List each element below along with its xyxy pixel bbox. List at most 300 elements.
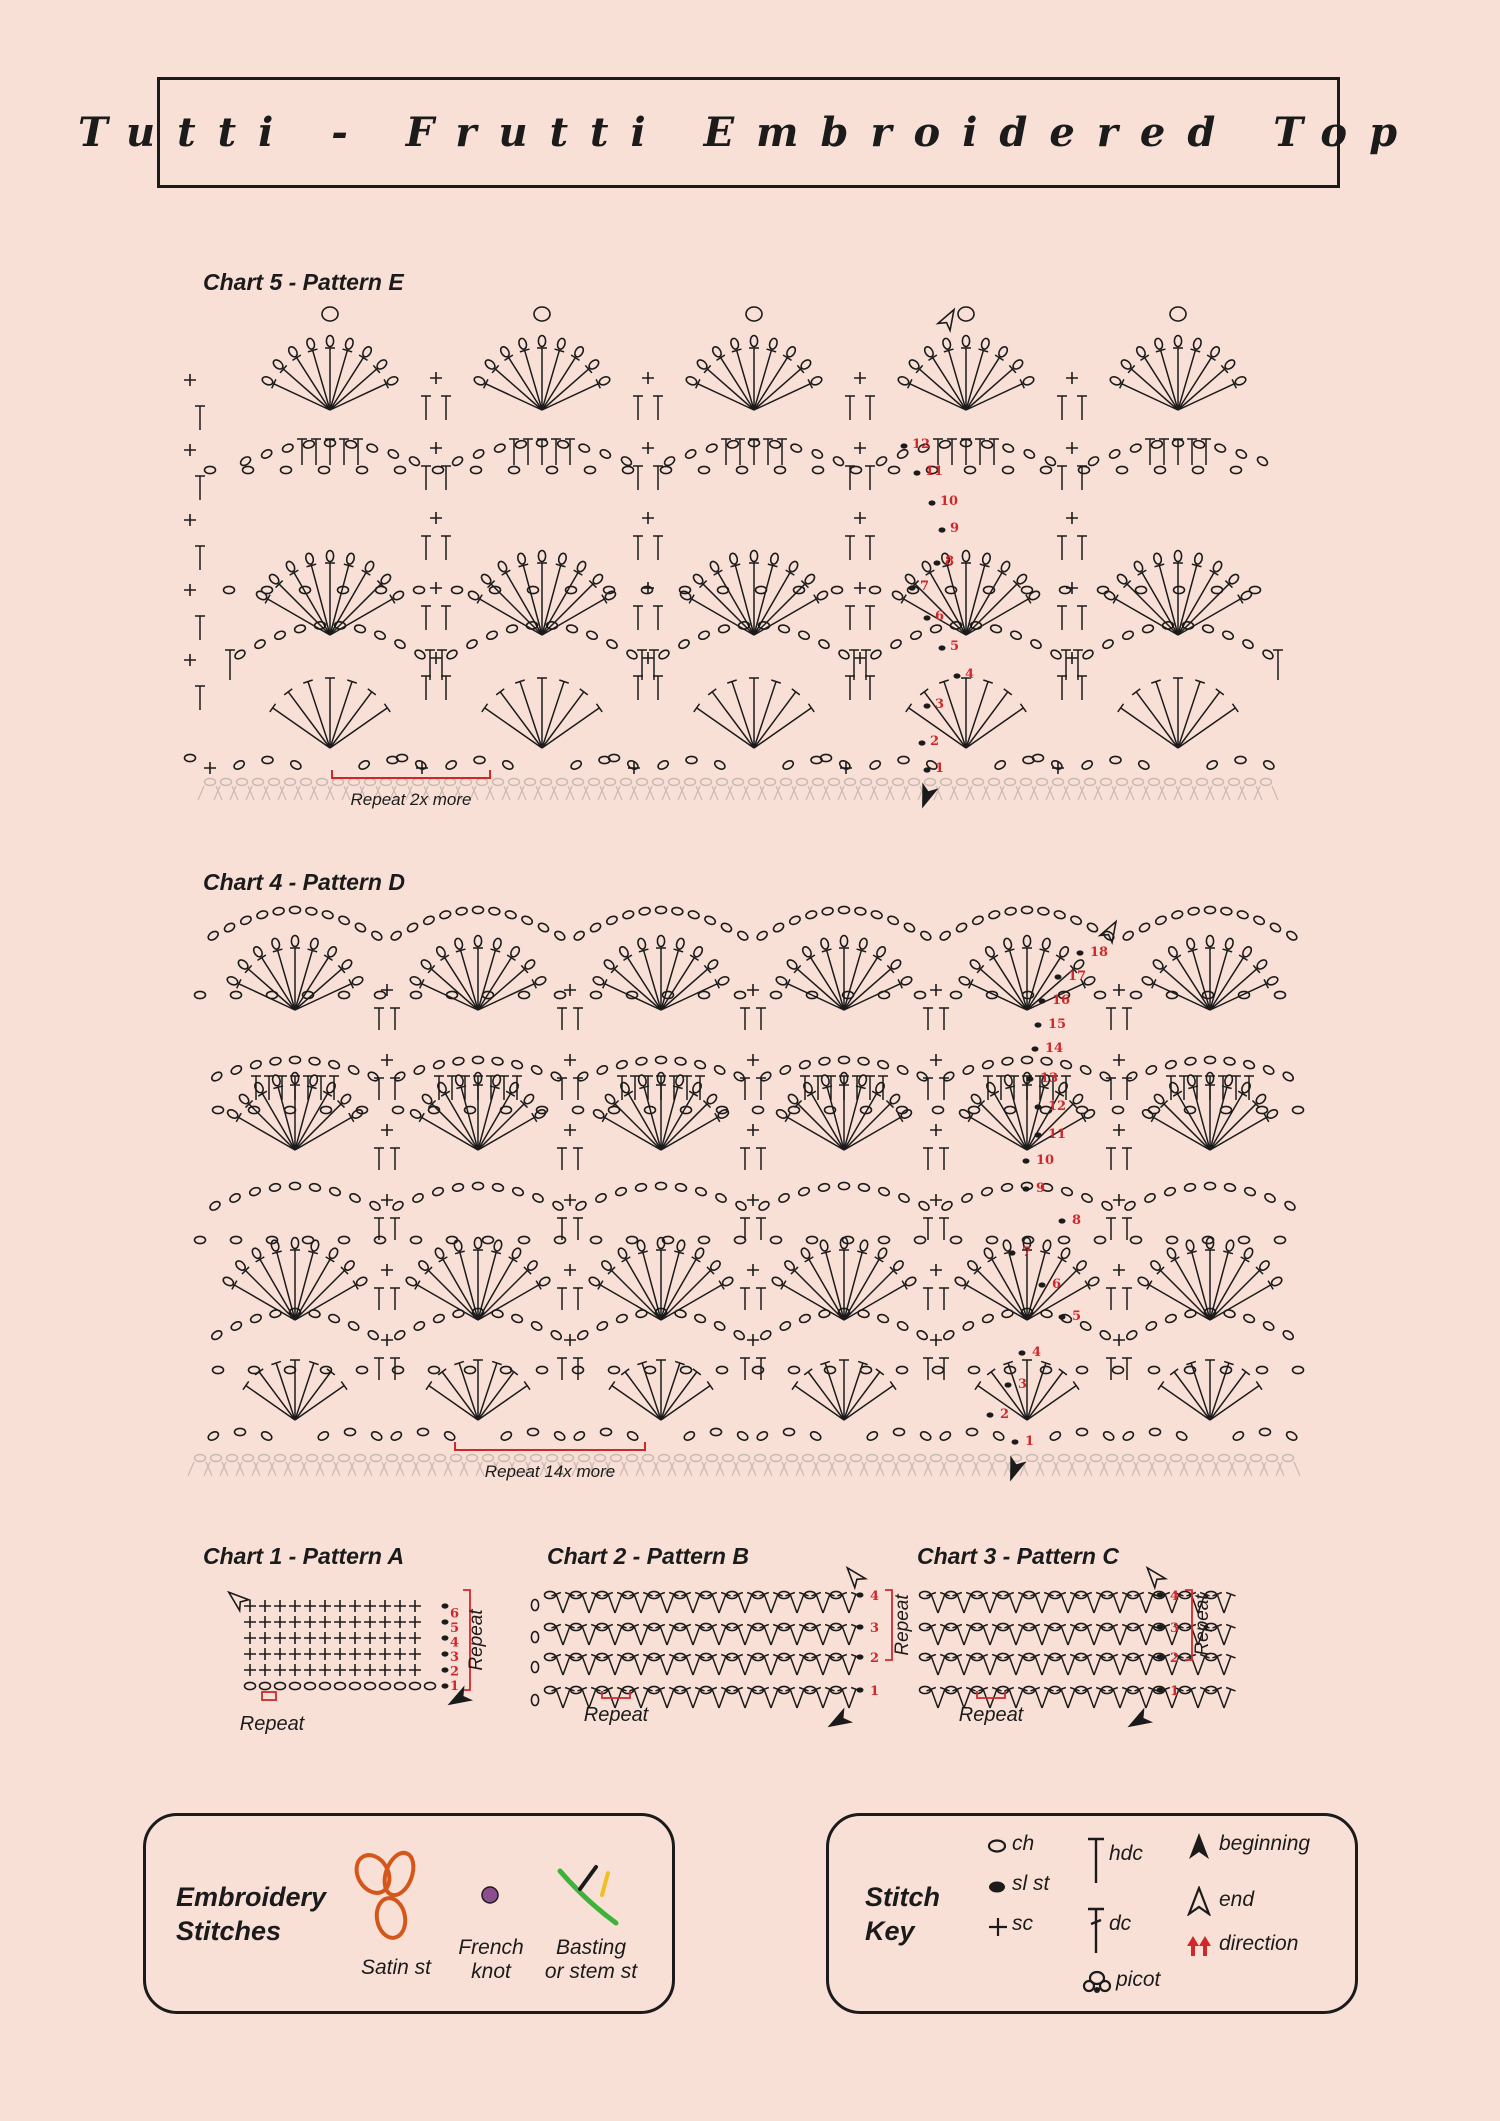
- chain-stitch: [239, 915, 252, 926]
- foundation-chain: [621, 779, 632, 786]
- foundation-stitch: [284, 1462, 308, 1476]
- dc-stitch: [926, 1592, 938, 1613]
- foundation-chain: [925, 779, 936, 786]
- chain-stitch: [347, 1320, 360, 1332]
- dc-stitch: [633, 466, 643, 490]
- dc-stitch: [557, 1288, 567, 1310]
- chain-stitch: [1171, 910, 1184, 920]
- chain-stitch: [506, 624, 519, 634]
- dc-stitch: [565, 439, 575, 465]
- chain-stitch: [309, 1183, 321, 1192]
- chain-stitch: [1193, 466, 1204, 473]
- sc-stitch: [409, 1616, 421, 1628]
- chain-stitch: [1205, 1182, 1216, 1189]
- chain-stitch: [408, 455, 421, 467]
- foundation-chain: [963, 1455, 974, 1462]
- dc-stitch: [759, 1654, 771, 1675]
- foundation-chain: [627, 1455, 638, 1462]
- foundation-stitch: [684, 1462, 708, 1476]
- sc-stitch: [854, 372, 866, 384]
- chain-stitch: [354, 922, 367, 934]
- french-knot-icon: [479, 1884, 501, 1906]
- chain-stitch: [465, 1106, 476, 1113]
- sc-stitch: [1113, 1264, 1125, 1276]
- chain-stitch: [185, 754, 196, 761]
- chain-stitch: [994, 759, 1007, 771]
- foundation-stitch: [796, 1462, 820, 1476]
- foundation-stitch: [294, 786, 318, 800]
- foundation-chain: [1091, 1455, 1102, 1462]
- dc-stitch: [270, 704, 330, 748]
- sc-stitch: [628, 762, 640, 774]
- foundation-stitch: [278, 786, 302, 800]
- sc-stitch: [184, 514, 196, 526]
- chain-stitch: [704, 915, 717, 926]
- dc-stitch: [633, 536, 643, 560]
- dc-stitch: [478, 1091, 515, 1150]
- chain-stitch: [869, 648, 882, 660]
- chain-stitch: [432, 1059, 445, 1070]
- dc-stitch: [771, 1624, 783, 1645]
- chain-stitch: [917, 1200, 930, 1212]
- row-number: 4: [965, 667, 975, 682]
- row-number: 12: [1048, 1099, 1067, 1114]
- chain-stitch: [386, 375, 399, 386]
- foundation-chain: [979, 1455, 990, 1462]
- dc-stitch: [653, 396, 663, 420]
- dc-stitch: [1056, 1654, 1068, 1675]
- chain-stitch: [1041, 466, 1052, 473]
- chain-stitch: [348, 1192, 361, 1204]
- chain-stitch: [733, 1070, 746, 1082]
- chain-stitch: [576, 560, 588, 573]
- chain-stitch: [210, 1070, 223, 1082]
- chain-stitch: [840, 936, 847, 947]
- chain-stitch: [1050, 759, 1063, 771]
- chain-stitch: [617, 1247, 629, 1260]
- chain-stitch: [1080, 1192, 1093, 1204]
- embroidery-title-line1: Embroidery: [176, 1882, 327, 1912]
- chain-stitch: [326, 945, 338, 958]
- chain-stitch: [625, 648, 638, 660]
- repeat-bracket: [332, 770, 490, 778]
- sc-stitch: [930, 1334, 942, 1346]
- dc-stitch: [496, 689, 542, 748]
- chain-stitch: [273, 630, 286, 641]
- sl-st-stitch: [919, 740, 926, 745]
- foundation-stitch: [1084, 1462, 1108, 1476]
- foundation-chain: [691, 1455, 702, 1462]
- chain-stitch: [1262, 1320, 1275, 1332]
- chain-stitch: [1184, 1057, 1196, 1066]
- foundation-chain: [685, 779, 696, 786]
- chain-stitch: [530, 1064, 543, 1076]
- dc-stitch: [667, 1624, 679, 1645]
- french-knot-label-line1: French: [458, 1936, 524, 1959]
- satin-stitch-label-text: Satin st: [360, 1956, 432, 1979]
- sc-stitch: [430, 512, 442, 524]
- chain-stitch: [1042, 1239, 1052, 1251]
- dc-stitch: [325, 439, 335, 465]
- sl-st-stitch: [1055, 974, 1062, 979]
- foundation-stitch: [598, 786, 622, 800]
- foundation-chain: [845, 779, 856, 786]
- dc-stitch: [964, 1592, 976, 1613]
- chain-stitch: [1285, 930, 1298, 942]
- foundation-stitch: [678, 786, 702, 800]
- chain-stitch: [965, 466, 976, 473]
- dc-stitch: [1210, 1091, 1247, 1150]
- chain-stitch: [411, 1236, 422, 1243]
- chain-stitch: [228, 1192, 241, 1204]
- foundation-chain: [237, 779, 248, 786]
- sl-st-stitch: [1009, 1250, 1016, 1255]
- dc-stitch: [1056, 1592, 1068, 1613]
- chain-stitch: [294, 624, 307, 634]
- dc-stitch: [523, 439, 533, 465]
- chain-stitch: [889, 638, 902, 650]
- dc-stitch: [390, 1008, 400, 1030]
- dc-stitch: [745, 1654, 757, 1675]
- foundation-chain: [1155, 1455, 1166, 1462]
- foundation-stitch: [630, 786, 654, 800]
- chain-stitch: [997, 345, 1009, 358]
- chain-stitch: [376, 586, 387, 593]
- dc-stitch: [1030, 1592, 1042, 1613]
- sc-stitch: [289, 1664, 301, 1676]
- dc-stitch: [390, 1218, 400, 1240]
- chain-stitch: [889, 466, 900, 473]
- sc-stitch: [1066, 442, 1078, 454]
- sc-stitch: [381, 1194, 393, 1206]
- chain-stitch: [819, 1239, 829, 1251]
- chain-stitch: [869, 759, 882, 771]
- sc-stitch: [430, 582, 442, 594]
- chain-stitch: [1275, 991, 1286, 998]
- chain-stitch: [308, 1057, 320, 1066]
- chain-stitch: [605, 915, 618, 926]
- dc-stitch: [1057, 606, 1067, 630]
- chain-stitch: [1108, 448, 1121, 460]
- dc-stitch: [1106, 1358, 1116, 1380]
- chain-stitch: [1266, 975, 1279, 986]
- chain-stitch: [553, 1430, 566, 1442]
- chain-stitch: [720, 922, 733, 934]
- sc-stitch: [304, 1648, 316, 1660]
- dc-stitch: [1082, 1687, 1094, 1708]
- sc-stitch: [930, 1054, 942, 1066]
- repeat-bracket: [1185, 1590, 1192, 1660]
- foundation-stitch: [1238, 786, 1262, 800]
- dc-stitch: [653, 466, 663, 490]
- chain-stitch: [730, 337, 740, 350]
- foundation-chain: [317, 779, 328, 786]
- sc-stitch: [854, 652, 866, 664]
- sc-stitch: [334, 1664, 346, 1676]
- sc-stitch: [394, 1632, 406, 1644]
- dc-stitch: [573, 1008, 583, 1030]
- chain-stitch: [393, 1366, 404, 1373]
- foundation-stitch: [870, 786, 894, 800]
- chain-stitch: [802, 1081, 814, 1094]
- dc-stitch: [797, 1592, 809, 1613]
- dc-stitch: [1122, 1008, 1132, 1030]
- chain-stitch: [674, 1057, 686, 1066]
- dc-stitch: [1042, 1687, 1054, 1708]
- dc-stitch: [297, 439, 307, 465]
- chain-stitch: [695, 1186, 708, 1197]
- dc-stitch: [655, 1654, 667, 1675]
- chain-stitch: [637, 937, 647, 950]
- chain-stitch: [517, 552, 527, 564]
- dc-stitch: [551, 1624, 563, 1645]
- chain-stitch: [1079, 466, 1090, 473]
- sc-stitch: [304, 1616, 316, 1628]
- sc-stitch: [1052, 762, 1064, 774]
- foundation-stitch: [940, 1462, 964, 1476]
- sc-stitch: [349, 1600, 361, 1612]
- chain-stitch: [1023, 448, 1036, 460]
- dc-stitch: [589, 1592, 601, 1613]
- dc-stitch: [961, 439, 971, 465]
- dc-stitch: [390, 1288, 400, 1310]
- sc-stitch: [394, 1600, 406, 1612]
- chain-stitch: [290, 1056, 301, 1063]
- foundation-stitch: [332, 1462, 356, 1476]
- foundation-chain: [1123, 1455, 1134, 1462]
- dc-stitch: [1145, 439, 1155, 465]
- dc-stitch: [603, 1624, 615, 1645]
- chain-stitch: [962, 336, 969, 347]
- chain-stitch: [713, 759, 726, 771]
- chain-stitch: [980, 337, 990, 350]
- picot-label: picot: [1116, 1968, 1161, 1991]
- dc-stitch: [290, 948, 300, 1010]
- chain-stitch: [697, 630, 710, 641]
- embroidery-title-line2: Stitches: [176, 1916, 282, 1946]
- dc-stitch: [681, 1624, 693, 1645]
- row-number: 1: [935, 761, 945, 776]
- dc-stitch: [966, 704, 1026, 748]
- dc-stitch: [1134, 1687, 1146, 1708]
- row-number: 2: [1000, 1407, 1010, 1422]
- sc-stitch: [409, 1664, 421, 1676]
- chain-stitch: [531, 1662, 538, 1673]
- chain-stitch: [1137, 1276, 1150, 1288]
- foundation-chain: [1037, 779, 1048, 786]
- chain-stitch: [811, 448, 824, 460]
- foundation-stitch: [348, 1462, 372, 1476]
- sc-stitch: [564, 1264, 576, 1276]
- chain-stitch: [622, 910, 635, 920]
- chart1-diagram: [220, 1570, 510, 1740]
- chain-stitch: [778, 624, 791, 634]
- end-arrow-icon: [1187, 1886, 1211, 1916]
- dc-stitch: [865, 536, 875, 560]
- foundation-stitch: [1244, 1462, 1268, 1476]
- foundation-chain: [461, 779, 472, 786]
- chain-stitch: [592, 1108, 605, 1120]
- chain-stitch: [1174, 586, 1185, 593]
- sc-stitch: [349, 1616, 361, 1628]
- dc-stitch: [1201, 439, 1211, 465]
- chain-stitch: [230, 1320, 243, 1332]
- chain-stitch: [1149, 1106, 1160, 1113]
- chain-stitch: [813, 466, 824, 473]
- dc-stitch: [374, 1288, 384, 1310]
- chain-stitch: [1109, 375, 1122, 386]
- chain-stitch: [1167, 1236, 1178, 1243]
- foundation-stitch: [668, 1462, 692, 1476]
- foundation-stitch: [726, 786, 750, 800]
- chain-stitch: [249, 1186, 262, 1197]
- dc-stitch: [438, 1369, 478, 1420]
- sc-stitch: [184, 654, 196, 666]
- foundation-chain: [669, 779, 680, 786]
- foundation-stitch: [252, 1462, 276, 1476]
- dc-stitch: [1205, 948, 1215, 1010]
- direction-label: direction: [1219, 1932, 1299, 1955]
- foundation-chain: [883, 1455, 894, 1462]
- chain-stitch: [675, 937, 685, 950]
- foundation-stitch: [1094, 786, 1118, 800]
- dc-stitch: [733, 1654, 745, 1675]
- ch-symbol-icon: [987, 1838, 1007, 1854]
- dc-stitch: [923, 1358, 933, 1380]
- chain-stitch: [618, 945, 630, 958]
- chain-stitch: [285, 1106, 296, 1113]
- ch-label: ch: [1012, 1832, 1035, 1855]
- chain-stitch: [1117, 466, 1128, 473]
- foundation-chain: [301, 779, 312, 786]
- chain-stitch: [735, 1236, 746, 1243]
- chain-stitch: [418, 1428, 429, 1435]
- chain-stitch: [573, 1430, 586, 1442]
- dc-stitch: [329, 1076, 339, 1100]
- chain-stitch: [223, 922, 236, 934]
- chain-stitch: [1154, 915, 1167, 926]
- chain-stitch: [757, 1200, 770, 1212]
- foundation-chain: [595, 1455, 606, 1462]
- foundation-chain: [611, 1455, 622, 1462]
- dc-stitch: [1212, 1654, 1224, 1675]
- chain-stitch: [1041, 1366, 1052, 1373]
- dc-stitch: [939, 1148, 949, 1170]
- foundation-chain: [259, 1455, 270, 1462]
- chain-stitch: [414, 759, 427, 771]
- dc-stitch: [978, 1592, 990, 1613]
- chain-stitch: [962, 1320, 975, 1332]
- foundation-chain: [1251, 1455, 1262, 1462]
- dc-stitch: [1120, 1592, 1132, 1613]
- chain-stitch: [233, 759, 246, 771]
- chain-stitch: [896, 1064, 909, 1076]
- foundation-stitch: [822, 786, 846, 800]
- chain-stitch: [373, 630, 386, 641]
- dc-stitch: [719, 1592, 731, 1613]
- sc-stitch: [430, 442, 442, 454]
- chain-stitch: [551, 1200, 564, 1212]
- chain-stitch: [411, 991, 422, 998]
- chain-stitch: [951, 991, 962, 998]
- foundation-chain: [493, 779, 504, 786]
- chain-stitch: [750, 551, 757, 562]
- chain-stitch: [269, 1057, 281, 1066]
- beginning-label: beginning: [1219, 1832, 1311, 1855]
- chain-stitch: [939, 930, 952, 942]
- dc-stitch: [989, 439, 999, 465]
- chain-stitch: [474, 756, 485, 763]
- dc-stitch: [693, 1687, 705, 1708]
- row-number: 9: [950, 521, 960, 536]
- dc-stitch: [1030, 1624, 1042, 1645]
- foundation-stitch: [1222, 786, 1246, 800]
- sc-stitch: [364, 1632, 376, 1644]
- sc-stitch: [1113, 1124, 1125, 1136]
- chain-stitch: [1057, 1081, 1069, 1094]
- foundation-chain: [445, 779, 456, 786]
- foundation-chain: [797, 779, 808, 786]
- foundation-stitch: [934, 786, 958, 800]
- dc-stitch: [1138, 570, 1178, 635]
- dc-stitch: [557, 1148, 567, 1170]
- dc-stitch: [707, 1687, 719, 1708]
- foundation-stitch: [1180, 1462, 1204, 1476]
- chain-stitch: [825, 1366, 836, 1373]
- chain-stitch: [329, 1186, 342, 1197]
- chain-stitch: [414, 586, 425, 593]
- chain-stitch: [511, 1059, 524, 1070]
- chain-stitch: [596, 1320, 609, 1332]
- sc-stitch: [564, 1054, 576, 1066]
- chain-stitch: [971, 915, 984, 926]
- dc-stitch: [603, 1654, 615, 1675]
- chain-stitch: [1164, 1186, 1177, 1197]
- chain-stitch: [1257, 1366, 1268, 1373]
- chain-stitch: [519, 991, 530, 998]
- chain-stitch: [380, 1682, 391, 1689]
- dc-stitch: [290, 570, 330, 635]
- chain-stitch: [897, 1192, 910, 1204]
- chain-stitch: [686, 756, 697, 763]
- foundation-chain: [1267, 1455, 1278, 1462]
- chain-stitch: [231, 1236, 242, 1243]
- foundation-chain: [477, 779, 488, 786]
- end-arrow-icon: [1100, 918, 1122, 942]
- basting-label: [536, 1936, 646, 1984]
- chain-stitch: [207, 930, 220, 942]
- dc-stitch: [990, 1091, 1027, 1150]
- foundation-chain: [813, 779, 824, 786]
- chain-stitch: [677, 638, 690, 650]
- chain-stitch: [592, 975, 605, 986]
- foundation-stitch: [1110, 786, 1134, 800]
- row-number: 2: [1170, 1651, 1180, 1666]
- chain-stitch: [425, 1682, 436, 1689]
- foundation-stitch: [220, 1462, 244, 1476]
- sc-stitch: [304, 1600, 316, 1612]
- foundation-stitch: [214, 786, 238, 800]
- chain-stitch: [422, 915, 435, 926]
- foundation-chain: [547, 1455, 558, 1462]
- foundation-stitch: [892, 1462, 916, 1476]
- dc-stitch: [1212, 1624, 1224, 1645]
- chain-stitch: [319, 466, 330, 473]
- chain-stitch: [367, 1329, 380, 1341]
- chain-stitch: [1003, 937, 1013, 950]
- foundation-chain: [451, 1455, 462, 1462]
- chain-stitch: [1100, 1200, 1113, 1212]
